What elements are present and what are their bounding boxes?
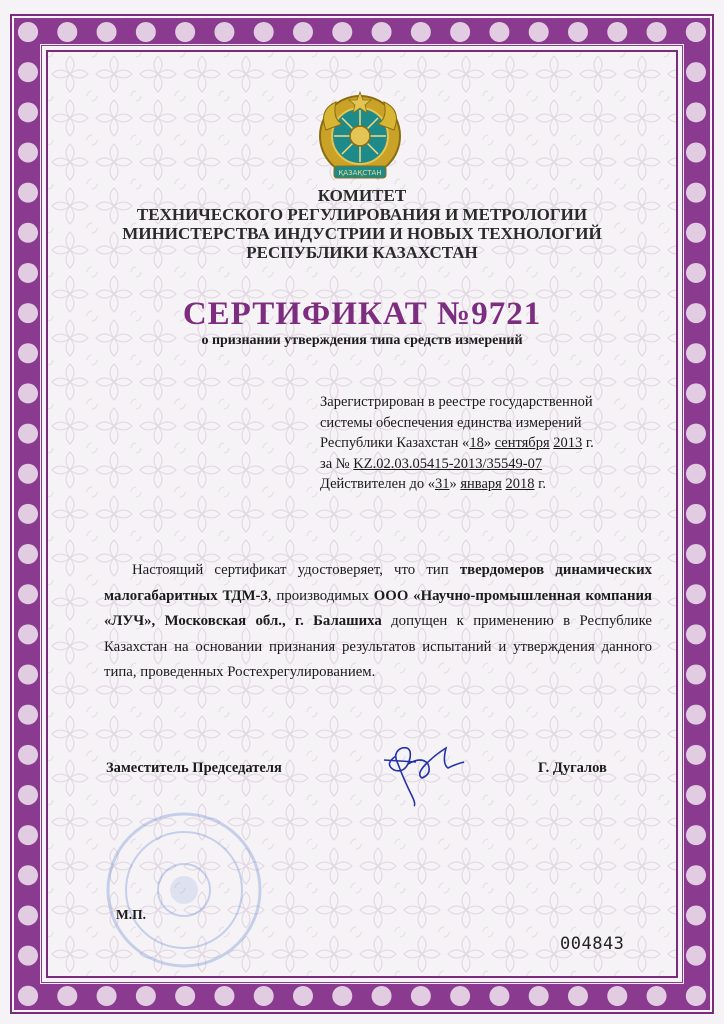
issuer-line: МИНИСТЕРСТВА ИНДУСТРИИ И НОВЫХ ТЕХНОЛОГИЙ bbox=[122, 224, 602, 243]
registry-info bbox=[320, 392, 660, 495]
issuer-heading bbox=[60, 186, 664, 262]
registry-line: Зарегистрирован в реестре государственной bbox=[320, 394, 593, 410]
issuer-line: ТЕХНИЧЕСКОГО РЕГУЛИРОВАНИЯ И МЕТРОЛОГИИ bbox=[136, 205, 588, 224]
manufacturer: ООО «Научно-промышленная компания «ЛУЧ», Московская обл., г. Балашиха bbox=[104, 587, 653, 629]
validity-year: 2018 bbox=[505, 476, 535, 492]
signatory-role: Заместитель Председателя bbox=[106, 760, 282, 776]
registration-month: сентября bbox=[494, 435, 550, 451]
validity-line: Действителен до «31» января 2018 г. bbox=[320, 476, 546, 492]
registry-date-line: Республики Казахстан «18» сентября 2013 г. bbox=[320, 435, 594, 451]
signature-icon bbox=[376, 734, 468, 808]
registration-day: 18 bbox=[469, 435, 484, 451]
emblem-text: ҚАЗАҚСТАН bbox=[338, 169, 382, 177]
issuer-line: КОМИТЕТ bbox=[317, 186, 407, 205]
signatory-name: Г. Дугалов bbox=[538, 760, 607, 776]
certificate-body: Настоящий сертификат удостоверяет, что тип твердомеров динамических малогабаритных ТДМ-3, производимых ООО «Научно-промышленная компания «ЛУЧ», Московская обл., г. Балашиха допущен к применению в Республике Казахстан на основании признания результатов испытаний и утверждения данного типа, проведенных Ростехрегулированием. bbox=[104, 562, 653, 680]
registry-line: системы обеспечения единства измерений bbox=[320, 414, 582, 431]
serial-number: 004843 bbox=[560, 934, 625, 954]
stamp-place-label: М.П. bbox=[116, 907, 146, 922]
official-seal-icon bbox=[104, 810, 264, 970]
certificate-title: СЕРТИФИКАТ №9721 bbox=[182, 296, 542, 332]
instrument-type: твердомеров динамических малогабаритных ТДМ-3 bbox=[104, 562, 652, 604]
registration-number: KZ.02.03.05415-2013/35549-07 bbox=[353, 455, 543, 472]
validity-month: января bbox=[460, 476, 502, 492]
registration-year: 2013 bbox=[553, 435, 583, 451]
validity-day: 31 bbox=[434, 476, 450, 492]
certificate-subtitle: о признании утверждения типа средств измерений bbox=[201, 333, 523, 348]
registry-number-line: за № KZ.02.03.05415-2013/35549-07 bbox=[320, 455, 543, 472]
issuer-line: РЕСПУБЛИКИ КАЗАХСТАН bbox=[246, 243, 478, 262]
state-emblem-icon bbox=[312, 90, 408, 186]
